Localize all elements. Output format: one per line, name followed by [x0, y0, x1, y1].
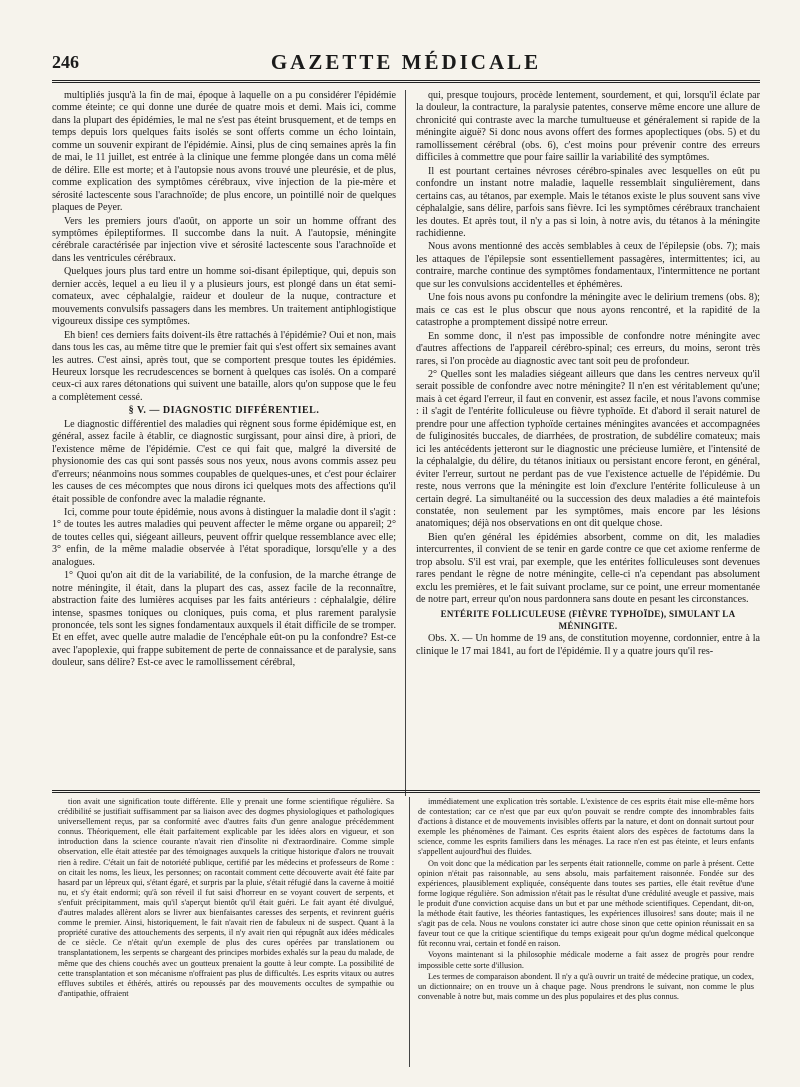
feuilleton-column-divider [409, 797, 410, 1067]
paragraph: Nous avons mentionné des accès semblables à ceux de l'épilepsie (obs. 7); mais les attaques de l'épilepsie sont essentiellement passagères, intermittentes; ici, au contraire, marche continue des symptômes fondamentaux, l'intermittence ne portant que sur les convulsions accidentelles et éphémères. [416, 241, 760, 290]
paragraph: Vers les premiers jours d'août, on apporte un soir un homme offrant des symptômes épileptiformes. Il succombe dans la nuit. A l'autopsie, méningite cérébrale caractérisée par injection vive et sérosité lactescente sous l'arachnoïde et dans les ventricules cérébraux. [52, 215, 396, 264]
paragraph: Il est pourtant certaines névroses cérébro-spinales avec lesquelles on eût pu confondre un instant notre maladie, laquelle ressemblait singulièrement, dans certains cas, au tétanos, par exemple. Mais le tétanos existe le plus souvent sans vive céphalalgie, sans délire, parfois sans fièvre. Ici les symptômes cérébraux tranchaient les doutes. Et après tout, il n'y a pas si loin, à notre avis, du tétanos à la méningite rachidienne. [416, 165, 760, 239]
paragraph: Les termes de comparaison abondent. Il n'y a qu'à ouvrir un traité de médecine pratique, un codex, un dictionnaire; on en trouve un à chaque page. Nous prendrons le suivant, non comme le plus convenable à notre but, mais comme un des plus populaires et des plus connus. [418, 971, 754, 1001]
paragraph: tion avait une signification toute différente. Elle y prenait une forme scientifique régulière. Sa crédibilité se justifiait suffisamment par sa liaison avec des dogmes physiologiques et pathologiques universellement reçus, par sa conformité avec d'autres faits d'un genre analogue précédemment connus. Théoriquement, elle était parfaitement explicable par les idées alors en vigueur, et son introduction dans la science courante n'avait rien d'insolite ni d'extraordinaire. Comme simple observation, elle était attestée par des témoignages auxquels la critique historique d'alors ne trouvait rien à redire. C'était un fait de notoriété publique, certifié par les médecins et professeurs de Rome : on citait les noms, les lieux, les personnes; on racontait comment cette découverte avait été faite par hasard par un lépreux qui, s'étant égaré, et surpris par la pluie, s'était réfugié dans la caverne à moitié nu, et s'y était endormi; qu'à son réveil il fut saisi d'horreur en se voyant couvert de serpents, et s'enfuit précipitamment, mais qu'il s'aperçut bientôt qu'il était guéri. Le fait ayant été divulgué, d'autres malades allèrent alors se livrer aux bienfaisantes caresses des serpents, et revinrent guéris comme le premier. Ainsi, historiquement, le fait n'avait rien de fabuleux ni de suspect. Quant à la propriété curative des attouchements des serpents, il n'y avait rien qui répugnât aux idées médicales de ce siècle. Ce n'était qu'un exemple de plus des cures opérées par translationem ou transplantationem, les serpents se chargeant des principes morbides exhalés sur la peau du malade, de même que des chiens couchés avec un goutteux prenaient la goutte à leur compte. La possibilité de cette transplantation et son mécanisme n'offraient pas plus de difficultés. Les esprits vitaux ou autres effluves subtiles et éthérés, attirés ou repoussés par des mouvements occultes de sympathie ou d'antipathie, offraient [58, 797, 394, 998]
newspaper-page [52, 50, 760, 669]
paragraph: Le diagnostic différentiel des maladies qui règnent sous forme épidémique est, en général, assez facile à établir, ce diagnostic surgissant, pour ainsi dire, à priori, de l'existence même de l'épidémie. C'est ce qui fait que, malgré la diversité de physionomie des cas qui sont passés sous nos yeux, nous avons commis assez peu d'erreurs; néanmoins nous sommes coupables de quelques-unes, et c'est pour éclairer les causes de ces mécomptes que nous dirons ici quelques mots des affections qu'il était possible de confondre avec la maladie régnante. [52, 418, 396, 505]
paragraph: 2° Quelles sont les maladies siégeant ailleurs que dans les centres nerveux qu'il serait possible de confondre avec notre méningite? Il n'en est véritablement qu'une; mais à cet égard l'erreur, il faut en convenir, est assez facile, et nous l'avons commise : il s'agit de l'entérite folliculeuse ou fièvre typhoïde. Et d'abord il serait naturel de prendre pour une affection typhoïde certaines méningites avancées et accompagnées de fuliginosités buccales, de diarrhées, de prostration, de subdélire comateux; mais ici les antécédents jetteront sur le diagnostic une précieuse lumière, et l'intensité de la céphalalgie, du délire, du tétanos initiaux ou persistant encore feront, en général, éviter l'erreur, surtout ne perdant pas de vue l'existence actuelle de l'épidémie. Du reste, nous verrons que la méningite est loin d'exclure l'entérite folliculeuse à un certain degré. La simultanéité ou la succession des deux maladies a été maintefois constatée, non seulement par les symptômes, mais encore par les lésions anatomiques; déjà nos observations en ont dit quelque chose. [416, 368, 760, 530]
paragraph: Ici, comme pour toute épidémie, nous avons à distinguer la maladie dont il s'agit : 1° de toutes les autres maladies qui peuvent affecter le même organe ou appareil; 2° de toutes celles qui, siégeant ailleurs, peuvent offrir quelque ressemblance avec elle; 3° enfin, de la même maladie observée à l'état sporadique, lorsqu'elle y a des analogues. [52, 506, 396, 568]
section-heading: § V. — DIAGNOSTIC DIFFÉRENTIEL. [128, 405, 320, 417]
left-column [52, 90, 396, 796]
paragraph: En somme donc, il n'est pas impossible de confondre notre méningite avec d'autres affections de l'appareil cérébro-spinal; ces erreurs, du moins, seront très rares, si l'on procède au diagnostic avec tant soit peu de profondeur. [416, 330, 760, 367]
page-number: 246 [52, 52, 79, 72]
paragraph: On voit donc que la médication par les serpents était rationnelle, comme on parle à présent. Cette opinion n'était pas raisonnable, au sens absolu, mais parfaitement raisonnée. Fondée sur des expériences, plausiblement expliquée, conséquente dans toutes ses parties, elle était revêtue d'une forme logique régulière. Son admission n'était pas le résultat d'une crédulité aveugle et passive, mais le produit d'une conviction acquise dans un but et par une méthode scientifiques. Cependant, dit-on, la méthode était fautive, les théories fantastiques, les expériences illusoires! sans doute; mais il ne s'agit pas de cela. Nous ne voulons constater ici autre chose sinon que cette opinion réunissait en sa faveur tout ce que la critique scientifique du temps exigeait pour qu'un dogme médical quelconque fût reconnu vrai, certain et fondé en raison. [418, 858, 754, 949]
paragraph: Voyons maintenant si la philosophie médicale moderne a fait assez de progrès pour rendre impossible cette sorte d'illusion. [418, 950, 754, 970]
paragraph: Quelques jours plus tard entre un homme soi-disant épileptique, qui, depuis son dernier accès, lequel a eu lieu il y a plusieurs jours, est plongé dans un état semi-comateux, avec céphalalgie, raideur et douleur de la nuque, contracture et mouvements convulsifs passagers dans les membres. Un traitement antiphlogistique vigoureux dissipe ces symptômes. [52, 266, 396, 328]
feuilleton-left-column [58, 797, 394, 1067]
paragraph: 1° Quoi qu'on ait dit de la variabilité, de la confusion, de la marche étrange de notre méningite, il était, dans la plupart des cas, assez facile de la reconnaître, abstraction faite des lumières acquises par les faits antérieurs : céphalalgie, délire intense, spasmes toniques ou cloniques, puis coma, et plus rarement paralysie prononcée, tels sont les signes fondamentaux auxquels il était difficile de se tromper. Et en effet, avec quelle autre maladie de l'encéphale eût-on pu la confondre? Est-ce avec l'apoplexie, qui frappe subitement de perte de connaissance et de paralysie, sans douleur, sans délire? Est-ce avec le ramollissement cérébral, [52, 570, 396, 669]
page-header [52, 50, 760, 83]
right-column [416, 90, 760, 796]
paragraph: Une fois nous avons pu confondre la méningite avec le delirium tremens (obs. 8); mais ce cas est le plus obscur que nous ayons rencontré, et la rapidité de la catastrophe a promptement dissipé notre erreur. [416, 292, 760, 329]
feuilleton-divider [52, 790, 760, 793]
paragraph: Obs. X. — Un homme de 19 ans, de constitution moyenne, cordonnier, entre à la clinique le 17 mai 1841, au fort de l'épidémie. Il y a quatre jours qu'il res- [416, 633, 760, 657]
column-divider [405, 90, 406, 796]
main-columns [52, 90, 760, 796]
paragraph: qui, presque toujours, procède lentement, sourdement, et qui, lorsqu'il éclate par la douleur, la contracture, la paralysie patentes, conserve même encore une allure de chronicité qui contraste avec la marche tumultueuse et généralement si rapide de la méningite aiguë? Si donc nous avons offert des formes apoplectiques (obs. 5) et du ramollissement cérébral (obs. 6), c'est moins pour prévenir contre des erreurs difficiles à commettre que pour faire saillir la variabilité des symptômes. [416, 90, 760, 164]
paragraph: multipliés jusqu'à la fin de mai, époque à laquelle on a pu considérer l'épidémie comme éteinte; ce qui donne une durée de quatre mois et demi. Mais ici, comme dans la plupart des épidémies, le mal ne s'est pas éteint brusquement, et de temps en temps depuis lors quelques faits isolés se sont offerts comme un écho lointain, comme un souvenir expirant de l'épidémie. Ainsi, plus de cinq semaines après la fin de mai, le 11 juillet, est entrée à la clinique une femme plongée dans un coma mêlé de délire. Elle est morte; et à l'autopsie nous avons trouvé une pleurésie, et de plus, comme explication des symptômes cérébraux, vive injection de la pie-mère et sérosité lactescente sous l'arachnoïde; de plus encore, un pointillé noir de quelques plaques de Peyer. [52, 90, 396, 214]
paragraph: Eh bien! ces derniers faits doivent-ils être rattachés à l'épidémie? Oui et non, mais dans tous les cas, au même titre que le premier fait qui s'est offert six semaines avant les autres. C'est ainsi, après tout, que se comportent presque toutes les épidémies. Heureux lorsque les recrudescences se bornent à quelques cas isolés. On a comparé ceux-ci aux rares détonations qui suivent une bataille, alors qu'on suppose que le feu a complètement cessé. [52, 329, 396, 403]
paragraph: Bien qu'en général les épidémies absorbent, comme on dit, les maladies intercurrentes, il convient de se tenir en garde contre ce que cet axiome renferme de trop absolu. S'il est vrai, par exemple, que les entérites folliculeuses sont devenues rares pendant le règne de notre méningite, celle-ci n'a cependant pas absolument exclu les premières, et le fait suivant proclame, sur ce point, une erreur momentanée de notre part, erreur qu'on nous pardonnera sans doute en pesant les circonstances. [416, 531, 760, 606]
feuilleton-right-column [418, 797, 754, 1067]
sub-heading: ENTÉRITE FOLLICULEUSE (FIÈVRE TYPHOÏDE), SIMULANT LA MÉNINGITE. [440, 608, 736, 632]
paragraph: immédiatement une explication très sortable. L'existence de ces esprits était mise elle-même hors de contestation; car ce n'est que par eux qu'on pouvait se rendre compte des innombrables faits d'actions à distance et de mouvements invisibles offerts par la nature, et dont on donnait surtout pour exemple les phénomènes de l'aimant. Ces esprits étaient alors des espèces de factotums dans la science, comme les esprits familiers dans les ménages. La race n'en est pas éteinte, et leurs enfants s'appellent aujourd'hui des fluides. [418, 797, 754, 857]
journal-title: GAZETTE MÉDICALE [270, 50, 542, 74]
